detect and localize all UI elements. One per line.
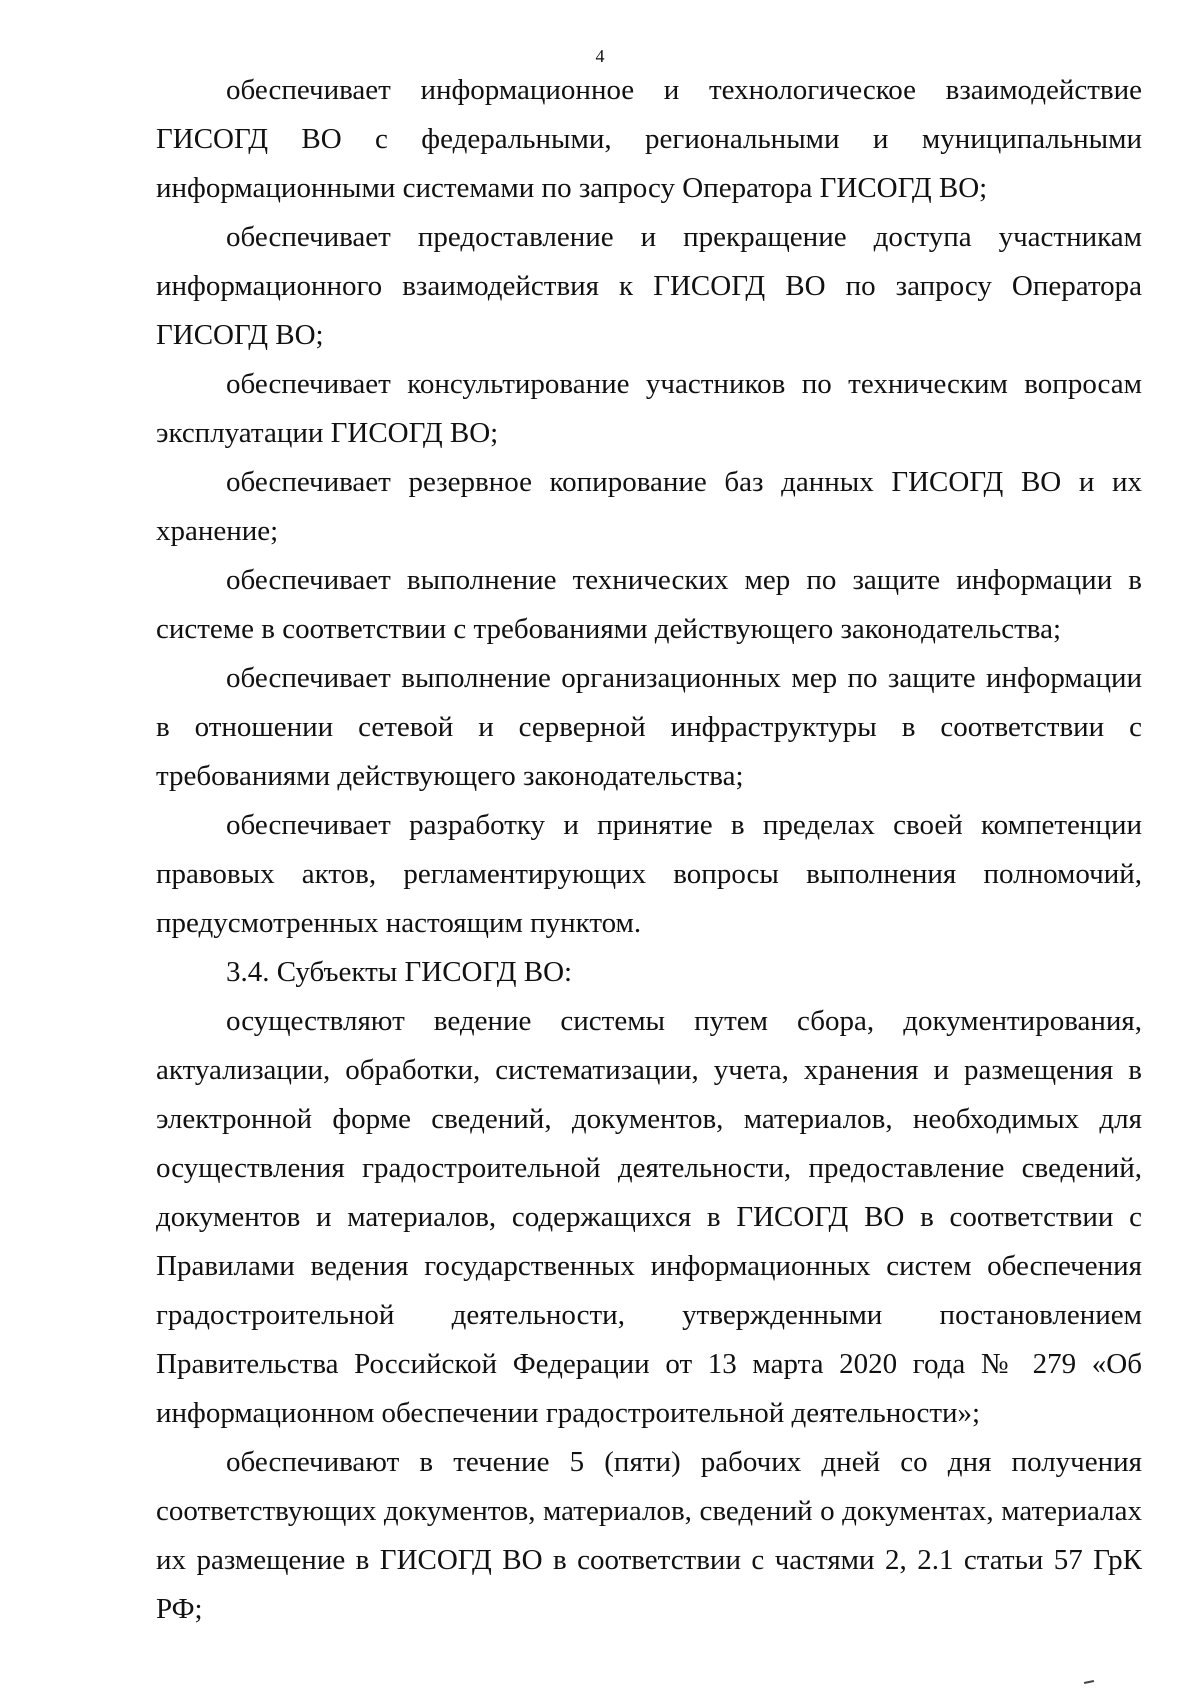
paragraph-system-maintenance: осуществляют ведение системы путем сбора, документирования, актуализации, обработки, систематизации, учета, хранения и размещения в электронной форме сведений, документов, материалов, необходимых для осуществления градостроительной деятельности, предоставление сведений, документов и материалов, содержащихся в ГИСОГД ВО в соответствии с Правилами ведения государственных информационных систем обеспечения градостроительной деятельности, утвержденными постановлением Правительства Российской Федерации от 13 марта 2020 года № 279 «Об информационном обеспечении градостроительной деятельности»; <box>156 1005 1142 1429</box>
scan-mark <box>1084 1680 1094 1684</box>
page-number: 4 <box>595 46 605 66</box>
paragraph-consulting: обеспечивает консультирование участников по техническим вопросам эксплуатации ГИСОГД ВО; <box>156 368 1142 449</box>
paragraph-backup: обеспечивает резервное копирование баз данных ГИСОГД ВО и их хранение; <box>156 466 1142 547</box>
paragraph-access-management: обеспечивает предоставление и прекращение доступа участникам информационного взаимодействия к ГИСОГД ВО по запросу Оператора ГИСОГД ВО; <box>156 221 1142 351</box>
paragraph-placement-deadline: обеспечивают в течение 5 (пяти) рабочих дней со дня получения соответствующих документов, материалов, сведений о документах, материалах их размещение в ГИСОГД ВО в соответствии с частями 2, 2.1 статьи 57 ГрК РФ; <box>156 1446 1142 1625</box>
section-heading-subjects: 3.4. Субъекты ГИСОГД ВО: <box>226 956 573 988</box>
paragraph-interaction-with-systems: обеспечивает информационное и технологическое взаимодействие ГИСОГД ВО с федеральными, региональными и муниципальными информационными системами по запросу Оператора ГИСОГД ВО; <box>156 74 1142 204</box>
document-body <box>156 66 1142 1634</box>
paragraph-technical-protection: обеспечивает выполнение технических мер по защите информации в системе в соответствии с требованиями действующего законодательства; <box>156 564 1142 645</box>
paragraph-legal-acts: обеспечивает разработку и принятие в пределах своей компетенции правовых актов, регламентирующих вопросы выполнения полномочий, предусмотренных настоящим пунктом. <box>156 809 1142 939</box>
paragraph-organizational-protection: обеспечивает выполнение организационных мер по защите информации в отношении сетевой и серверной инфраструктуры в соответствии с требованиями действующего законодательства; <box>156 662 1142 792</box>
